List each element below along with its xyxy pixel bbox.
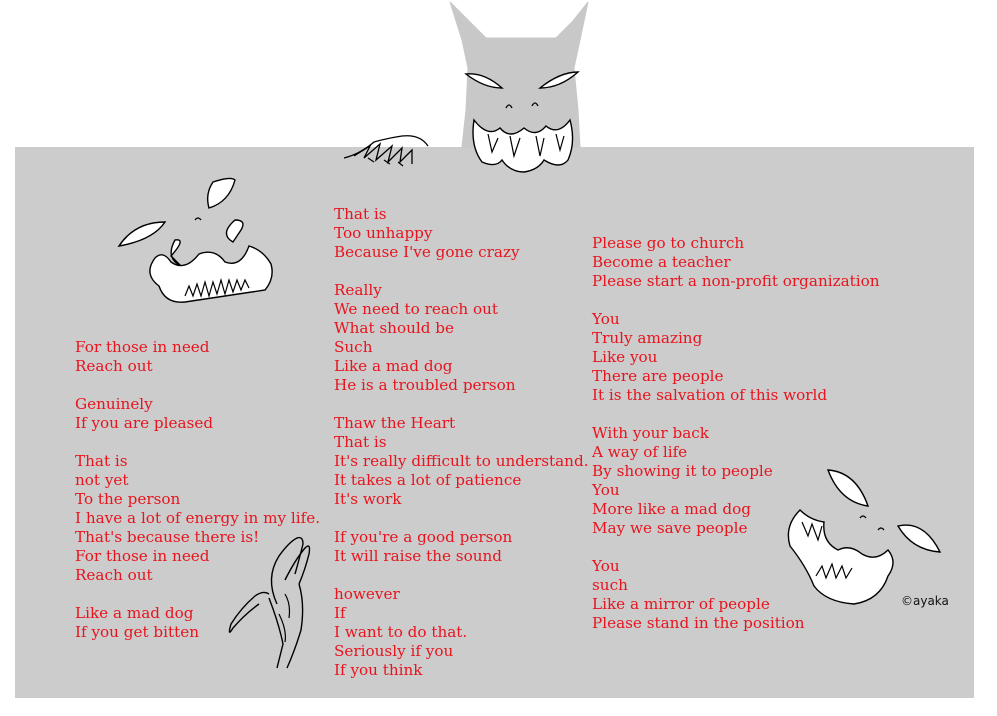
poem-line: If you are pleased xyxy=(75,414,214,432)
poem-line: Please start a non-profit organization xyxy=(592,272,880,290)
poem-line: It's really difficult to understand. xyxy=(334,452,589,470)
poem-line: You xyxy=(592,310,620,328)
poem-line: Like a mad dog xyxy=(334,357,453,375)
stanza-break xyxy=(334,566,589,585)
poem-line: Like a mad dog xyxy=(75,604,194,622)
poem-column-2 xyxy=(334,205,589,680)
poem-line: such xyxy=(592,576,628,594)
poem-line: A way of life xyxy=(592,443,688,461)
poem-line: Seriously if you xyxy=(334,642,454,660)
poem-line: however xyxy=(334,585,400,603)
poem-line: We need to reach out xyxy=(334,300,499,318)
poem-line: Too unhappy xyxy=(334,224,433,242)
stanza-break xyxy=(334,509,589,528)
poem-line: You xyxy=(592,481,620,499)
poem-line: It takes a lot of patience xyxy=(334,471,522,489)
poem-line: That is xyxy=(334,205,387,223)
poem-line: What should be xyxy=(334,319,454,337)
poem-line: Become a teacher xyxy=(592,253,731,271)
stanza-break xyxy=(592,291,880,310)
poem-line: Because I've gone crazy xyxy=(334,243,520,261)
poem-line: If you think xyxy=(334,661,423,679)
poem-line: That is xyxy=(75,452,128,470)
stanza-break xyxy=(75,376,320,395)
poem-line: I want to do that. xyxy=(334,623,468,641)
poem-line: Such xyxy=(334,338,373,356)
monster-peeking xyxy=(440,0,600,180)
poem-column-1 xyxy=(75,338,320,642)
poem-line: If you get bitten xyxy=(75,623,199,641)
poem-line: Truly amazing xyxy=(592,329,703,347)
stanza-break xyxy=(592,538,880,557)
poem-line: If you're a good person xyxy=(334,528,513,546)
poem-line: not yet xyxy=(75,471,129,489)
poem-line: Genuinely xyxy=(75,395,153,413)
poem-line: That's because there is! xyxy=(75,528,260,546)
poem-line: Really xyxy=(334,281,382,299)
poem-line: I have a lot of energy in my life. xyxy=(75,509,321,527)
dog-head-left xyxy=(115,178,280,313)
monster-claw xyxy=(340,128,435,173)
poem-line: Please stand in the position xyxy=(592,614,805,632)
poem-line: More like a mad dog xyxy=(592,500,751,518)
stanza-break xyxy=(334,262,589,281)
poem-line: Reach out xyxy=(75,566,153,584)
poem-line: Thaw the Heart xyxy=(334,414,456,432)
poem-line: Like you xyxy=(592,348,658,366)
stanza-break xyxy=(75,585,320,604)
stanza-break xyxy=(592,405,880,424)
poem-line: With your back xyxy=(592,424,709,442)
poem-line: There are people xyxy=(592,367,724,385)
poem-column-3 xyxy=(592,234,880,633)
poem-line: It's work xyxy=(334,490,402,508)
poem-line: For those in need xyxy=(75,338,210,356)
stanza-break xyxy=(334,395,589,414)
poem-line: That is xyxy=(334,433,387,451)
poem-line: Reach out xyxy=(75,357,153,375)
poem-line: It is the salvation of this world xyxy=(592,386,828,404)
poem-line: For those in need xyxy=(75,547,210,565)
poem-line: May we save people xyxy=(592,519,748,537)
poem-line: You xyxy=(592,557,620,575)
poem-line: Like a mirror of people xyxy=(592,595,770,613)
poem-line: To the person xyxy=(75,490,181,508)
artist-credit: ©ayaka xyxy=(901,594,949,608)
poem-line: Please go to church xyxy=(592,234,745,252)
poem-line: By showing it to people xyxy=(592,462,773,480)
poem-line: If xyxy=(334,604,346,622)
poem-line: It will raise the sound xyxy=(334,547,503,565)
stanza-break xyxy=(75,433,320,452)
poem-line: He is a troubled person xyxy=(334,376,516,394)
